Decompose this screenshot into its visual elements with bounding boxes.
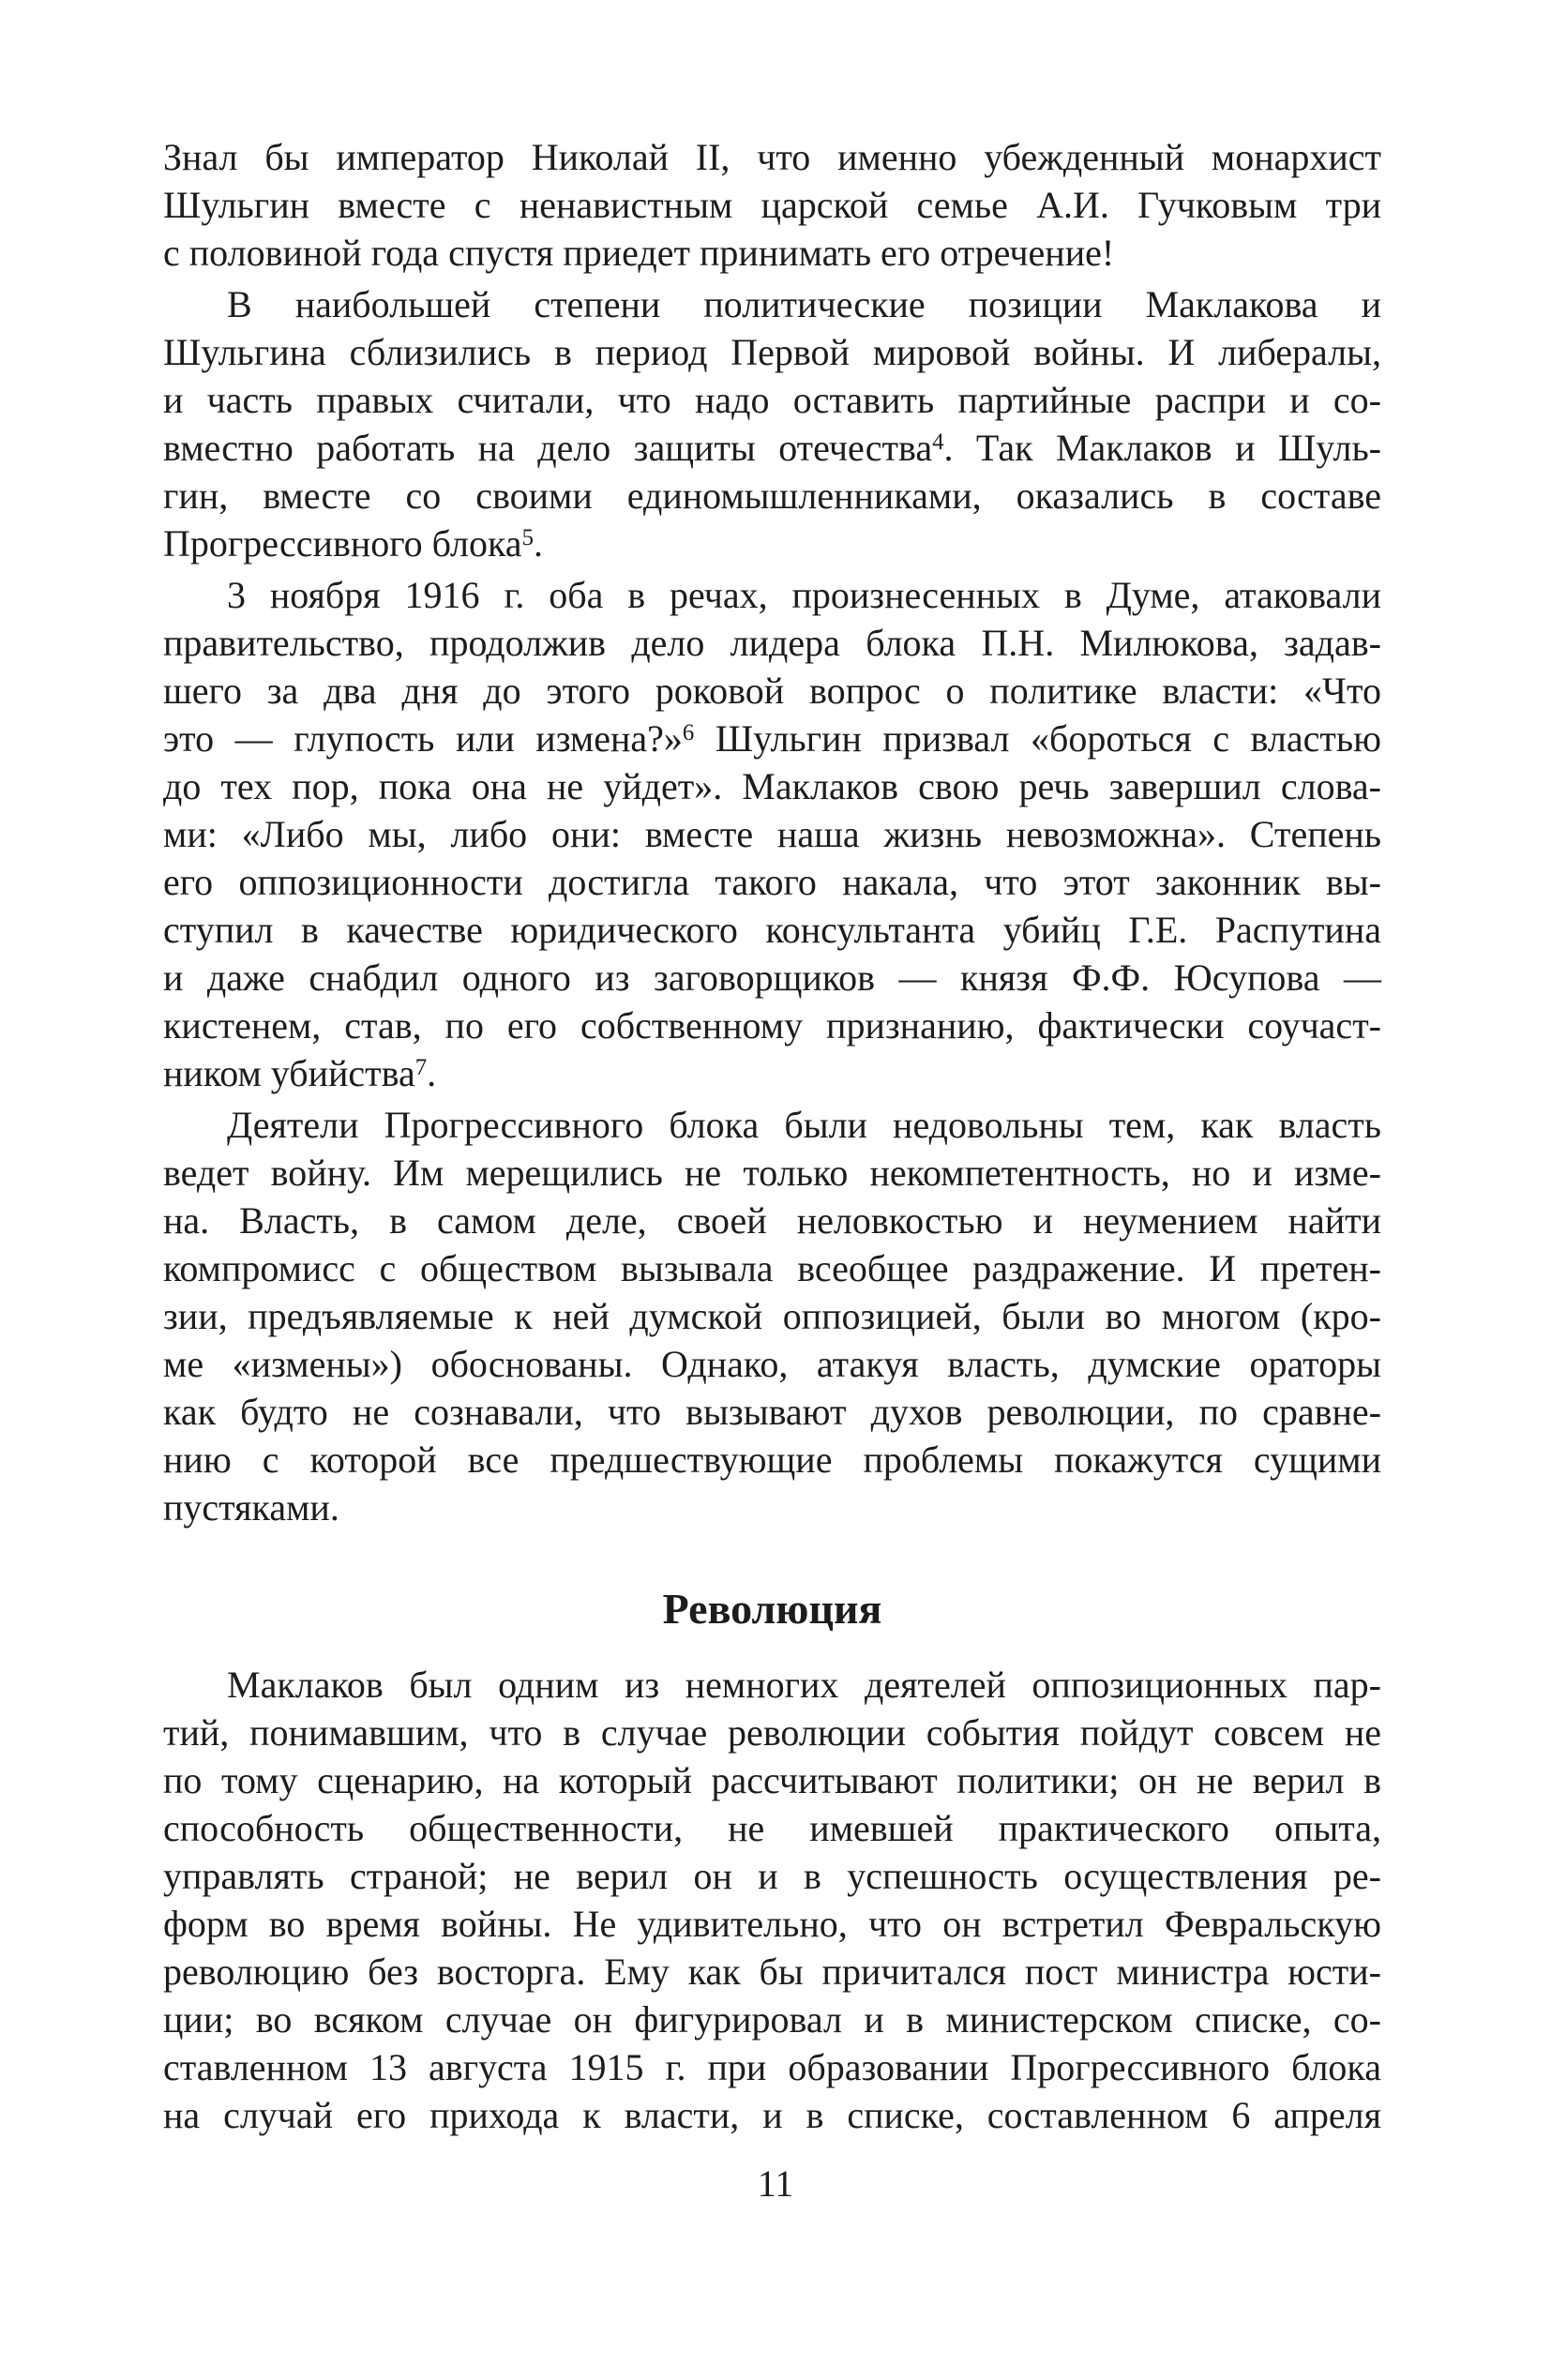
text-line: Маклаков был одним из немногих деятелей оппозиционных пар- (227, 1664, 1381, 1706)
page-number: 11 (757, 2162, 794, 2205)
text-line: кистенем, став, по его собственному признанию, фактически соучаст- (163, 1004, 1381, 1047)
text-line: ставленном 13 августа 1915 г. при образовании Прогрессивного блока (163, 2046, 1381, 2088)
text-line: на. Власть, в самом деле, своей неловкостью и неумением найти (163, 1199, 1381, 1242)
footnote-marker: 4 (932, 429, 944, 456)
text-line: Деятели Прогрессивного блока были недовольны тем, как власть (227, 1104, 1381, 1146)
text-line: и даже снабдил одного из заговорщиков — князя Ф.Ф. Юсупова — (163, 957, 1381, 999)
text-line: на случай его прихода к власти, и в списке, составленном 6 апреля (163, 2094, 1381, 2136)
text-line: пустяками. (163, 1486, 339, 1529)
text-line: Шульгина сблизились в период Первой мировой войны. И либералы, (163, 331, 1381, 373)
text-line: ведет войну. Им мерещились не только некомпетентность, но и изме- (163, 1152, 1381, 1194)
text-line: его оппозиционности достигла такого накала, что этот законник вы- (163, 861, 1381, 903)
text-line (163, 715, 1381, 762)
footnote-marker: 5 (521, 525, 534, 551)
footnote-marker: 7 (414, 1055, 428, 1081)
text-segment: . (427, 1052, 437, 1094)
text-line: Знал бы император Николай II, что именно убежденный монархист (163, 136, 1381, 178)
text-line: как будто не сознавали, что вызывают духов революции, по сравне- (163, 1391, 1381, 1433)
text-line (163, 1049, 1381, 1097)
text-line: с половиной года спустя приедет принимать его отречение! (163, 232, 1115, 274)
text-line: нию с которой все предшествующие проблемы покажутся сущими (163, 1439, 1381, 1481)
text-line: и часть правых считали, что надо оставить партийные распри и со- (163, 379, 1381, 421)
paragraph (163, 571, 1381, 1097)
section-heading: Революция (662, 1585, 882, 1633)
text-segment: . Так Маклаков и Шуль- (943, 427, 1381, 469)
text-segment: . (533, 522, 543, 565)
text-line: ме «измены») обоснованы. Однако, атакуя власть, думские ораторы (163, 1343, 1381, 1385)
paragraph (163, 1101, 1381, 1531)
text-line: способность общественности, не имевшей практического опыта, (163, 1807, 1381, 1849)
text-segment: вместно работать на дело защиты отечества (163, 427, 933, 469)
text-line: зии, предъявляемые к ней думской оппозицией, были во многом (кро- (163, 1295, 1381, 1337)
text-line: правительство, продолжив дело лидера блока П.Н. Милюкова, задав- (163, 622, 1381, 664)
main-text (163, 133, 1381, 1535)
text-line: по тому сценарию, на который рассчитывают политики; он не верил в (163, 1759, 1381, 1801)
paragraph (163, 280, 1381, 567)
text-line: ции; во всяком случае он фигурировал и в министерском списке, со- (163, 1998, 1381, 2041)
text-line: 3 ноября 1916 г. оба в речах, произнесенных в Думе, атаковали (227, 574, 1381, 616)
text-line: тий, понимавшим, что в случае революции события пойдут совсем не (163, 1711, 1381, 1754)
text-line: до тех пор, пока она не уйдет». Маклаков свою речь завершил слова- (163, 765, 1381, 807)
text-line: шего за два дня до этого роковой вопрос о политике власти: «Что (163, 670, 1381, 712)
text-segment: Шульгин призвал «бороться с властью (694, 717, 1381, 760)
text-segment: это — глупость или измена?» (163, 717, 683, 760)
text-line: Шульгин вместе с ненавистным царской семье А.И. Гучковым три (163, 184, 1381, 226)
text-segment: Прогрессивного блока (163, 522, 522, 565)
paragraph (163, 133, 1381, 277)
text-line: ступил в качестве юридического консультанта убийц Г.Е. Распутина (163, 909, 1381, 951)
section-text (163, 1661, 1381, 2143)
paragraph (163, 1661, 1381, 2139)
text-line: революцию без восторга. Ему как бы причитался пост министра юсти- (163, 1951, 1381, 1993)
text-line: управлять страной; не верил он и в успешность осуществления ре- (163, 1855, 1381, 1897)
text-line: В наибольшей степени политические позиции Маклакова и (227, 283, 1381, 325)
text-line (163, 520, 1381, 567)
footnote-marker: 6 (682, 720, 695, 746)
text-line: гин, вместе со своими единомышленниками, оказались в составе (163, 474, 1381, 517)
text-line: форм во время войны. Не удивительно, что он встретил Февральскую (163, 1903, 1381, 1945)
text-line (163, 424, 1381, 472)
text-line: ми: «Либо мы, либо они: вместе наша жизнь невозможна». Степень (163, 813, 1381, 855)
text-line: компромисс с обществом вызывала всеобщее раздражение. И претен- (163, 1247, 1381, 1289)
text-segment: ником убийства (163, 1052, 415, 1094)
